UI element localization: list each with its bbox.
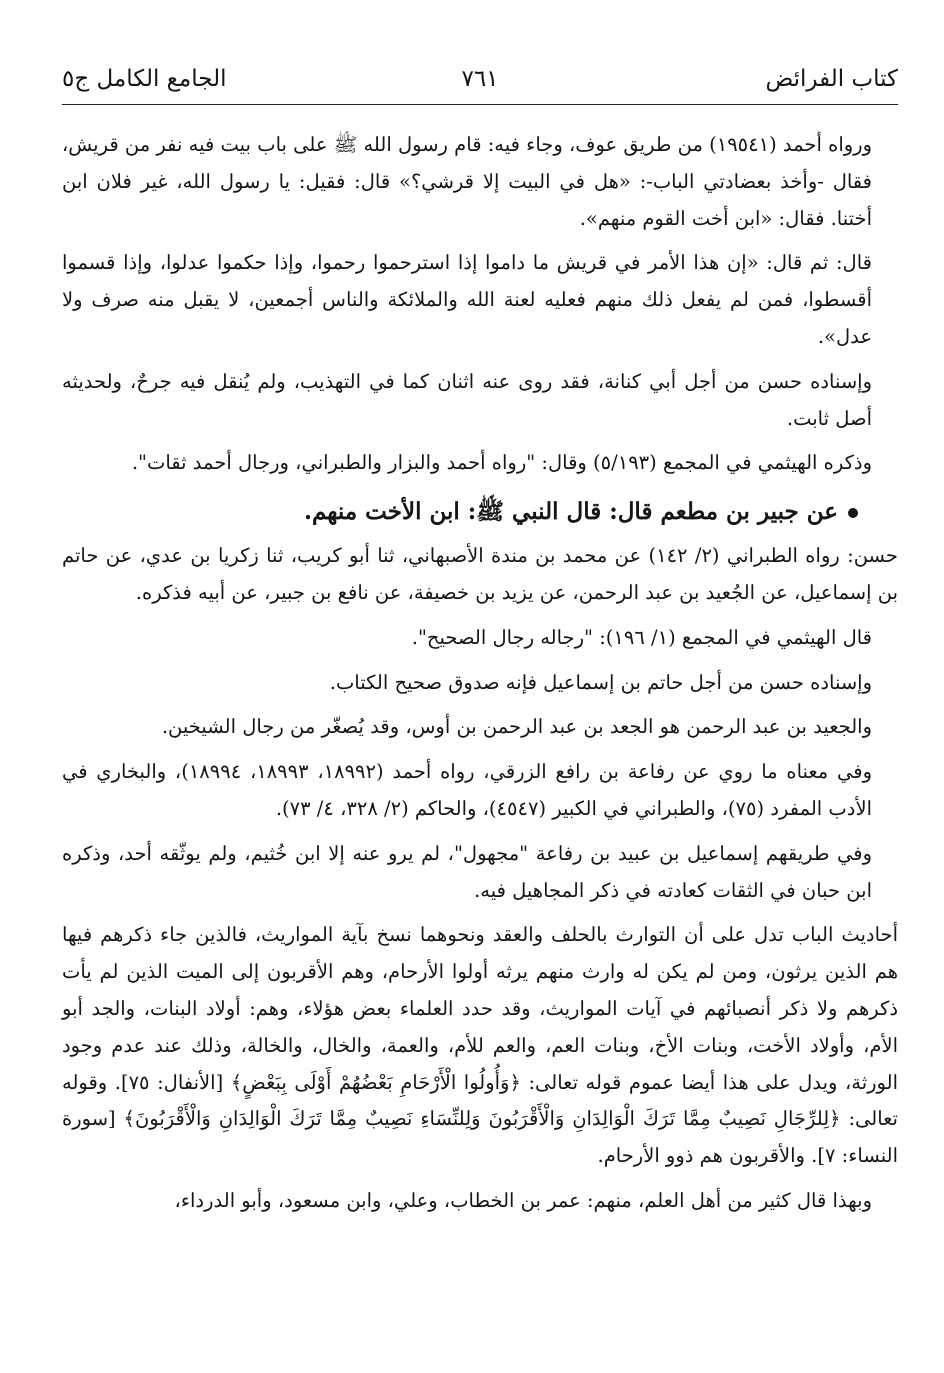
book-title: كتاب الفرائض [765,66,898,92]
volume-label: الجامع الكامل ج٥ [62,66,227,92]
paragraph-commentary: أحاديث الباب تدل على أن التوارث بالحلف والعقد ونحوهما نسخ بآية المواريث، فالذين جاء ذكرهم فيها هم الذين يرثون، ومن لم يكن له وارث منهم يرثه أولوا الأرحام، وهم الأقربون إلى الميت الذين لم يأت ذكرهم ولا ذكر أنصبائهم في آيات المواريث، وقد حدد العلماء بعض هؤلاء، وهم: أولاد البنات، والجد أبو الأم، وأولاد الأخت، وبنات الأخ، وبنات العم، والعم للأم، والعمة، والخال، والخالة، وذلك عند عدم وجود الورثة، ويدل على هذا أيضا عموم قوله تعالى: ﴿وَأُولُوا الْأَرْحَامِ بَعْضُهُمْ أَوْلَى بِبَعْضٍ﴾ [الأنفال: ٧٥]. وقوله تعالى: ﴿لِلرِّجَالِ نَصِيبٌ مِمَّا تَرَكَ الْوَالِدَانِ وَالْأَقْرَبُونَ وَلِلنِّسَاءِ نَصِيبٌ مِمَّا تَرَكَ الْوَالِدَانِ وَالْأَقْرَبُونَ﴾ [سورة النساء: ٧]. والأقربون هم ذوو الأرحام. [62,923,898,1168]
page-number: ٧٦١ [461,66,499,92]
paragraph-haythami-note: وذكره الهيثمي في المجمع (٥/١٩٣) وقال: "رواه أحمد والبزار والطبراني، ورجال أحمد ثقات". [131,451,872,475]
page-body [62,127,898,1220]
paragraph-juayd-note: والجعيد بن عبد الرحمن هو الجعد بن عبد الرحمن بن أوس، وقد يُصغّر من رجال الشيخين. [161,715,872,739]
paragraph-haythami-sahih: قال الهيثمي في المجمع (١/ ١٩٦): "رجاله رجال الصحيح". [411,625,872,649]
hadith-text: عن جبير بن مطعم قال: قال النبي ﷺ: ابن الأخت منهم. [303,498,838,526]
paragraph-scholars: وبهذا قال كثير من أهل العلم، منهم: عمر بن الخطاب، وعلي، وابن مسعود، وأبو الدرداء، [174,1188,872,1212]
hadith-heading [62,490,898,534]
paragraph-rifaah-meaning: وفي معناه ما روي عن رفاعة بن رافع الزرقي، رواه أحمد (١٨٩٩٢، ١٨٩٩٣، ١٨٩٩٤)، والبخاري في الأدب المفرد (٧٥)، والطبراني في الكبير (٤٥٤٧)، والحاكم (٢/ ٣٢٨، ٤/ ٧٣). [62,760,872,820]
paragraph-hatim-isnad: وإسناده حسن من أجل حاتم بن إسماعيل فإنه صدوق صحيح الكتاب. [329,670,872,694]
paragraph-ismail-majhul: وفي طريقهم إسماعيل بن عبيد بن رفاعة "مجهول"، لم يرو عنه إلا ابن خُثيم، ولم يوثّقه أحد، وذكره ابن حبان في الثقات كعادته في ذكر المجاهيل فيه. [62,841,872,902]
paragraph-quraysh-matter: قال: ثم قال: «إن هذا الأمر في قريش ما داموا إذا استرحموا رحموا، وإذا حكموا عدلوا، وإذا قسموا أقسطوا، فمن لم يفعل ذلك منهم فعليه لعنة الله والملائكة والناس أجمعين، لا يقبل منه صرف ولا عدل». [62,251,872,348]
paragraph-tabarani-grading: حسن: رواه الطبراني (٢/ ١٤٢) عن محمد بن مندة الأصبهاني، ثنا أبو كريب، ثنا زكريا بن عدي، عن حاتم بن إسماعيل، عن الجُعيد بن عبد الرحمن، عن يزيد بن خصيفة، عن نافع بن جبير، عن أبيه فذكره. [62,544,898,604]
page-header [62,58,898,105]
paragraph-isnad-abu-kinana: وإسناده حسن من أجل أبي كنانة، فقد روى عنه اثنان كما في التهذيب، ولم يُنقل فيه جرحٌ، ولحديثه أصل ثابت. [62,369,872,430]
paragraph-ahmad-narration: ورواه أحمد (١٩٥٤١) من طريق عوف، وجاء فيه: قام رسول الله ﷺ على باب بيت فيه نفر من قريش، فقال -وأخذ بعضادتي الباب-: «هل في البيت إلا قرشي؟» قال: فقيل: يا رسول الله، غير فلان ابن أختنا. فقال: «ابن أخت القوم منهم». [62,133,873,230]
